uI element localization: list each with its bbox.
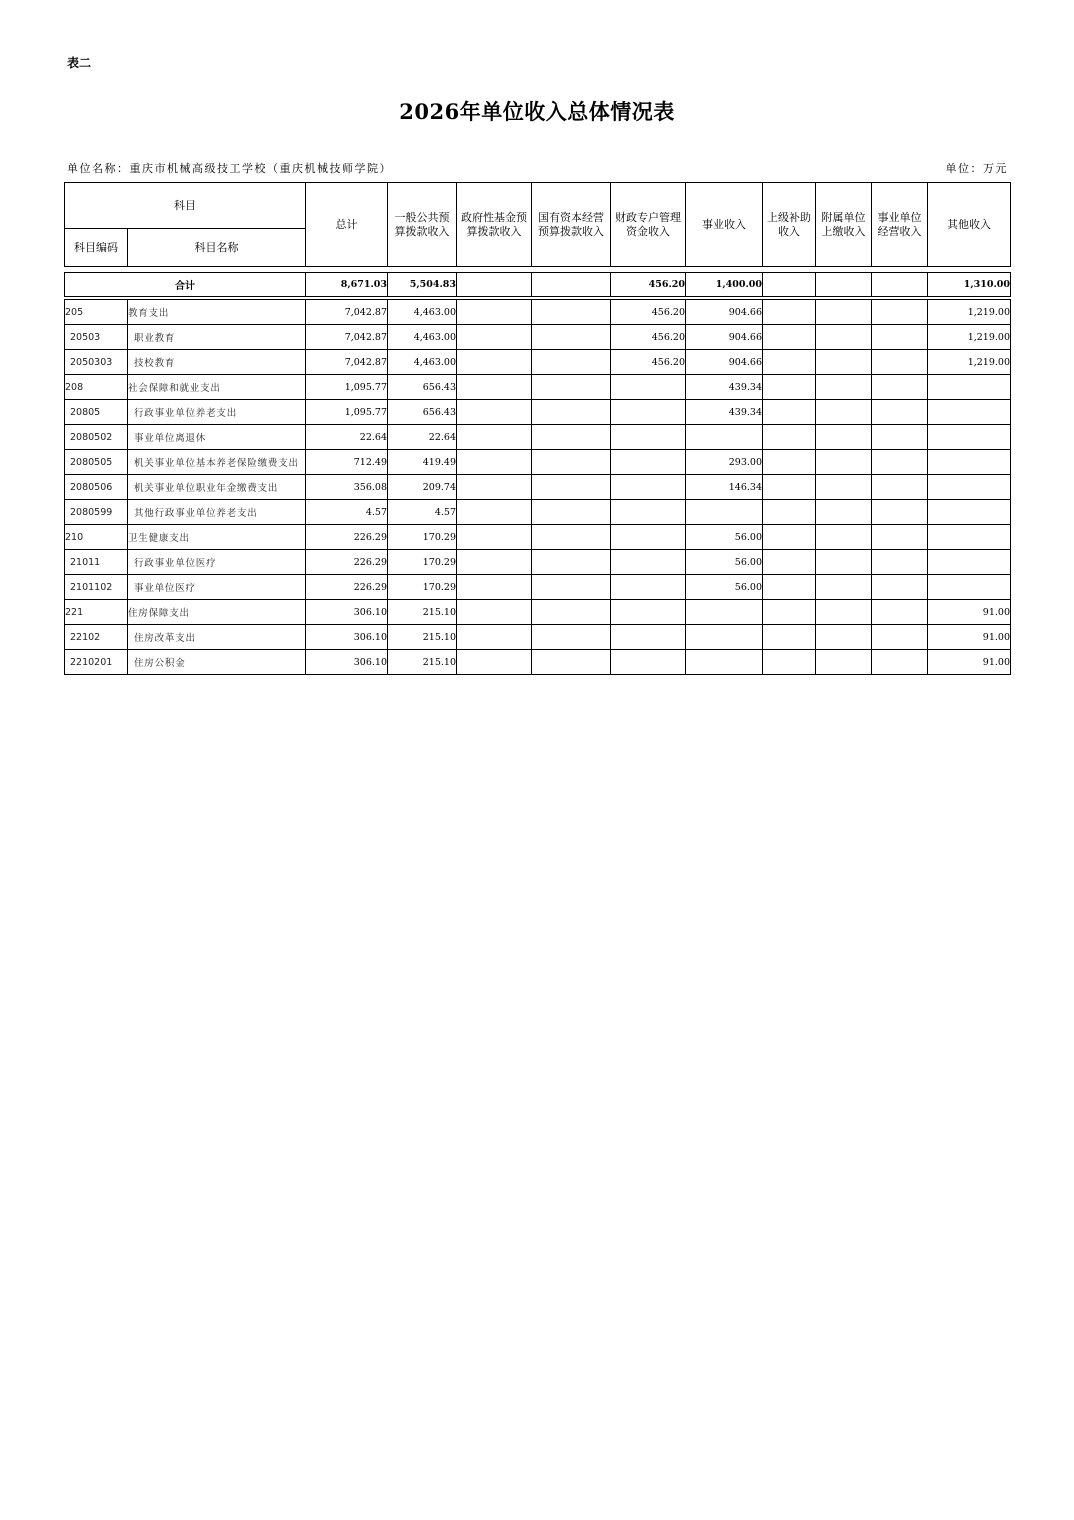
amount-cell: 439.34 — [686, 400, 763, 425]
amount-cell — [686, 425, 763, 450]
amount-cell — [611, 400, 686, 425]
amount-cell: 1,095.77 — [306, 400, 388, 425]
subject-code-cell: 2050303 — [65, 350, 128, 375]
amount-cell — [816, 325, 872, 350]
amount-cell — [816, 625, 872, 650]
total-cell — [457, 273, 532, 297]
amount-cell: 712.49 — [306, 450, 388, 475]
amount-cell: 22.64 — [306, 425, 388, 450]
amount-cell — [872, 525, 928, 550]
table-row — [65, 625, 1011, 650]
amount-cell — [532, 300, 611, 325]
amount-cell: 56.00 — [686, 525, 763, 550]
amount-cell: 4,463.00 — [388, 325, 457, 350]
currency-unit-label: 单位：万元 — [945, 162, 1008, 175]
header-state-capital: 国有资本经营 预算拨款收入 — [532, 183, 611, 267]
amount-cell — [763, 475, 816, 500]
amount-cell — [686, 500, 763, 525]
amount-cell — [928, 500, 1011, 525]
amount-cell — [763, 350, 816, 375]
amount-cell — [763, 425, 816, 450]
header-subject-code: 科目编码 — [65, 229, 128, 267]
amount-cell — [816, 650, 872, 675]
amount-cell — [928, 425, 1011, 450]
amount-cell: 170.29 — [388, 525, 457, 550]
subject-name-cell: 机关事业单位职业年金缴费支出 — [128, 475, 306, 500]
subject-name-cell: 卫生健康支出 — [128, 525, 306, 550]
amount-cell — [872, 325, 928, 350]
amount-cell — [928, 375, 1011, 400]
table-row — [65, 450, 1011, 475]
amount-cell — [872, 500, 928, 525]
amount-cell — [532, 550, 611, 575]
total-label: 合计 — [65, 273, 306, 297]
table-row — [65, 575, 1011, 600]
amount-cell — [532, 575, 611, 600]
amount-cell — [763, 450, 816, 475]
amount-cell — [816, 525, 872, 550]
amount-cell: 904.66 — [686, 350, 763, 375]
amount-cell: 904.66 — [686, 325, 763, 350]
header-special-account: 财政专户管理 资金收入 — [611, 183, 686, 267]
amount-cell — [872, 450, 928, 475]
subject-name-cell: 技校教育 — [128, 350, 306, 375]
amount-cell: 56.00 — [686, 550, 763, 575]
amount-cell — [872, 600, 928, 625]
table-row — [65, 500, 1011, 525]
amount-cell — [457, 650, 532, 675]
amount-cell: 1,095.77 — [306, 375, 388, 400]
amount-cell — [816, 575, 872, 600]
table-number-label: 表二 — [67, 56, 92, 70]
table-row — [65, 475, 1011, 500]
amount-cell — [457, 475, 532, 500]
amount-cell — [611, 425, 686, 450]
amount-cell — [457, 625, 532, 650]
amount-cell — [928, 475, 1011, 500]
amount-cell — [763, 500, 816, 525]
amount-cell — [763, 650, 816, 675]
subject-code-cell: 221 — [65, 600, 128, 625]
amount-cell — [457, 400, 532, 425]
amount-cell — [686, 650, 763, 675]
amount-cell: 56.00 — [686, 575, 763, 600]
amount-cell — [611, 450, 686, 475]
amount-cell: 7,042.87 — [306, 350, 388, 375]
total-cell: 8,671.03 — [306, 273, 388, 297]
header-gov-fund: 政府性基金预 算拨款收入 — [457, 183, 532, 267]
amount-cell — [928, 400, 1011, 425]
amount-cell: 4,463.00 — [388, 300, 457, 325]
amount-cell: 456.20 — [611, 300, 686, 325]
amount-cell — [816, 375, 872, 400]
amount-cell — [763, 400, 816, 425]
amount-cell — [816, 400, 872, 425]
amount-cell — [872, 475, 928, 500]
amount-cell: 456.20 — [611, 325, 686, 350]
table-row — [65, 525, 1011, 550]
total-cell: 5,504.83 — [388, 273, 457, 297]
subject-name-cell: 住房公积金 — [128, 650, 306, 675]
amount-cell — [816, 550, 872, 575]
amount-cell — [872, 425, 928, 450]
amount-cell — [763, 375, 816, 400]
amount-cell — [611, 650, 686, 675]
amount-cell: 22.64 — [388, 425, 457, 450]
amount-cell — [872, 375, 928, 400]
total-cell — [816, 273, 872, 297]
amount-cell: 4.57 — [388, 500, 457, 525]
amount-cell — [872, 625, 928, 650]
amount-cell — [763, 575, 816, 600]
amount-cell: 419.49 — [388, 450, 457, 475]
subject-name-cell: 事业单位医疗 — [128, 575, 306, 600]
amount-cell — [816, 300, 872, 325]
amount-cell — [611, 550, 686, 575]
amount-cell — [457, 525, 532, 550]
amount-cell — [872, 300, 928, 325]
subject-name-cell: 职业教育 — [128, 325, 306, 350]
total-cell — [872, 273, 928, 297]
total-row — [65, 273, 1011, 297]
amount-cell — [816, 500, 872, 525]
table-row — [65, 400, 1011, 425]
amount-cell — [457, 325, 532, 350]
amount-cell: 215.10 — [388, 625, 457, 650]
amount-cell — [532, 500, 611, 525]
subject-name-cell: 机关事业单位基本养老保险缴费支出 — [128, 450, 306, 475]
amount-cell — [611, 575, 686, 600]
amount-cell — [457, 575, 532, 600]
amount-cell — [872, 350, 928, 375]
amount-cell: 91.00 — [928, 650, 1011, 675]
table-row — [65, 600, 1011, 625]
amount-cell — [532, 650, 611, 675]
amount-cell: 209.74 — [388, 475, 457, 500]
amount-cell: 215.10 — [388, 650, 457, 675]
subject-code-cell: 2210201 — [65, 650, 128, 675]
amount-cell — [532, 475, 611, 500]
amount-cell — [928, 450, 1011, 475]
document-title: 2026年单位收入总体情况表 — [399, 99, 675, 124]
amount-cell: 656.43 — [388, 375, 457, 400]
amount-cell — [532, 400, 611, 425]
subject-code-cell: 210 — [65, 525, 128, 550]
amount-cell: 306.10 — [306, 625, 388, 650]
table-row — [65, 375, 1011, 400]
table-row — [65, 300, 1011, 325]
amount-cell: 4,463.00 — [388, 350, 457, 375]
subject-code-cell: 2080506 — [65, 475, 128, 500]
amount-cell: 293.00 — [686, 450, 763, 475]
amount-cell — [928, 525, 1011, 550]
amount-cell — [457, 500, 532, 525]
amount-cell: 306.10 — [306, 650, 388, 675]
subject-code-cell: 21011 — [65, 550, 128, 575]
amount-cell — [532, 525, 611, 550]
subject-name-cell: 事业单位离退休 — [128, 425, 306, 450]
header-subject-name: 科目名称 — [128, 229, 306, 267]
subject-code-cell: 20805 — [65, 400, 128, 425]
header-total: 总计 — [306, 183, 388, 267]
subject-code-cell: 205 — [65, 300, 128, 325]
amount-cell: 904.66 — [686, 300, 763, 325]
amount-cell — [763, 300, 816, 325]
amount-cell — [457, 425, 532, 450]
amount-cell — [872, 575, 928, 600]
amount-cell — [686, 600, 763, 625]
amount-cell — [532, 325, 611, 350]
income-summary-table — [64, 182, 1011, 675]
subject-code-cell: 2101102 — [65, 575, 128, 600]
total-cell: 1,400.00 — [686, 273, 763, 297]
header-superior-subsidy: 上级补助 收入 — [763, 183, 816, 267]
amount-cell — [872, 400, 928, 425]
amount-cell — [457, 375, 532, 400]
table-row — [65, 425, 1011, 450]
header-subject: 科目 — [65, 183, 306, 229]
amount-cell — [457, 350, 532, 375]
amount-cell: 4.57 — [306, 500, 388, 525]
table-row — [65, 650, 1011, 675]
amount-cell — [763, 625, 816, 650]
header-business-income: 事业收入 — [686, 183, 763, 267]
amount-cell — [763, 325, 816, 350]
header-general-budget: 一般公共预 算拨款收入 — [388, 183, 457, 267]
total-cell — [532, 273, 611, 297]
amount-cell: 1,219.00 — [928, 325, 1011, 350]
amount-cell: 656.43 — [388, 400, 457, 425]
table-body — [65, 267, 1011, 675]
amount-cell: 356.08 — [306, 475, 388, 500]
subject-code-cell: 208 — [65, 375, 128, 400]
amount-cell — [872, 650, 928, 675]
subject-name-cell: 行政事业单位养老支出 — [128, 400, 306, 425]
header-affiliated-payment: 附属单位 上缴收入 — [816, 183, 872, 267]
amount-cell: 226.29 — [306, 525, 388, 550]
amount-cell — [763, 525, 816, 550]
amount-cell — [872, 550, 928, 575]
amount-cell: 306.10 — [306, 600, 388, 625]
table-row — [65, 350, 1011, 375]
amount-cell — [816, 425, 872, 450]
amount-cell — [928, 550, 1011, 575]
amount-cell — [457, 300, 532, 325]
amount-cell: 1,219.00 — [928, 350, 1011, 375]
amount-cell: 170.29 — [388, 550, 457, 575]
amount-cell — [611, 625, 686, 650]
amount-cell: 91.00 — [928, 600, 1011, 625]
table-row — [65, 325, 1011, 350]
amount-cell — [763, 600, 816, 625]
amount-cell: 226.29 — [306, 575, 388, 600]
amount-cell — [457, 450, 532, 475]
amount-cell — [532, 600, 611, 625]
amount-cell — [611, 600, 686, 625]
amount-cell — [686, 625, 763, 650]
amount-cell: 146.34 — [686, 475, 763, 500]
amount-cell — [532, 350, 611, 375]
amount-cell: 439.34 — [686, 375, 763, 400]
subject-name-cell: 行政事业单位医疗 — [128, 550, 306, 575]
subject-code-cell: 22102 — [65, 625, 128, 650]
header-operating-income: 事业单位 经营收入 — [872, 183, 928, 267]
amount-cell — [816, 350, 872, 375]
amount-cell — [611, 500, 686, 525]
amount-cell — [611, 475, 686, 500]
table-row — [65, 550, 1011, 575]
subject-name-cell: 教育支出 — [128, 300, 306, 325]
amount-cell: 7,042.87 — [306, 325, 388, 350]
amount-cell — [532, 625, 611, 650]
subject-code-cell: 2080599 — [65, 500, 128, 525]
amount-cell — [816, 600, 872, 625]
amount-cell — [816, 450, 872, 475]
amount-cell — [816, 475, 872, 500]
total-cell — [763, 273, 816, 297]
total-cell: 456.20 — [611, 273, 686, 297]
amount-cell — [532, 450, 611, 475]
amount-cell: 91.00 — [928, 625, 1011, 650]
amount-cell: 7,042.87 — [306, 300, 388, 325]
subject-name-cell: 住房保障支出 — [128, 600, 306, 625]
header-other-income: 其他收入 — [928, 183, 1011, 267]
total-cell: 1,310.00 — [928, 273, 1011, 297]
subject-code-cell: 2080505 — [65, 450, 128, 475]
amount-cell: 226.29 — [306, 550, 388, 575]
amount-cell — [457, 600, 532, 625]
unit-name-label: 单位名称：重庆市机械高级技工学校（重庆机械技师学院） — [67, 162, 392, 175]
subject-code-cell: 20503 — [65, 325, 128, 350]
subject-name-cell: 其他行政事业单位养老支出 — [128, 500, 306, 525]
amount-cell — [457, 550, 532, 575]
amount-cell — [611, 525, 686, 550]
amount-cell — [532, 425, 611, 450]
amount-cell: 456.20 — [611, 350, 686, 375]
amount-cell — [611, 375, 686, 400]
subject-name-cell: 住房改革支出 — [128, 625, 306, 650]
amount-cell — [532, 375, 611, 400]
amount-cell: 170.29 — [388, 575, 457, 600]
subject-code-cell: 2080502 — [65, 425, 128, 450]
subject-name-cell: 社会保障和就业支出 — [128, 375, 306, 400]
amount-cell: 1,219.00 — [928, 300, 1011, 325]
amount-cell: 215.10 — [388, 600, 457, 625]
amount-cell — [928, 575, 1011, 600]
amount-cell — [763, 550, 816, 575]
